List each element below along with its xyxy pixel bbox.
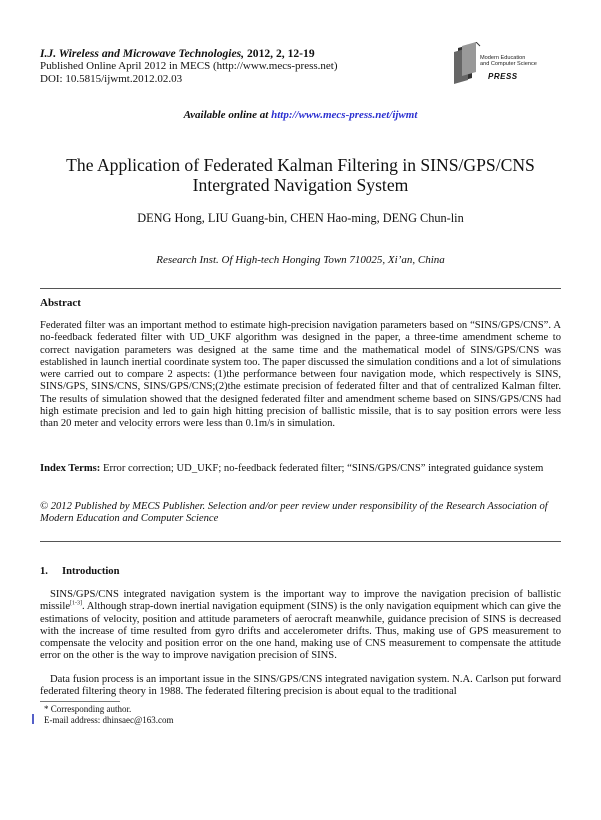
available-online xyxy=(0,109,601,121)
paper-title xyxy=(40,155,561,195)
section-heading-introduction xyxy=(40,566,120,577)
index-terms-label: Index Terms: xyxy=(40,463,101,474)
footnote-rule xyxy=(40,701,120,702)
logo-line2: and Computer Science xyxy=(480,61,537,67)
intro-paragraph-2: Data fusion process is an important issue in the SINS/GPS/CNS integrated navigation system. N.A. Carlson put forward federated filtering theory in 1988. The federated filtering precision is about equal to the traditional xyxy=(40,674,561,698)
journal-header xyxy=(40,47,338,86)
abstract-heading: Abstract xyxy=(40,297,81,309)
journal-name: I.J. Wireless and Microwave Technologies, xyxy=(40,47,245,60)
intro-p1-start: SINS/GPS/CNS integrated navigation system is the important way to improve the navigation precision of ballistic missile xyxy=(40,589,561,613)
index-terms-text: Error correction; UD_UKF; no-feedback federated filter; “SINS/GPS/CNS” integrated guidance system xyxy=(100,463,544,474)
section-number: 1. xyxy=(40,566,48,577)
footnote-corresponding: * Corresponding author. xyxy=(44,704,132,714)
authors: DENG Hong, LIU Guang-bin, CHEN Hao-ming, DENG Chun-lin xyxy=(137,211,464,225)
logo-press: PRESS xyxy=(488,72,518,81)
logo-text xyxy=(480,55,537,67)
abstract-text: Federated filter was an important method to estimate high-precision navigation parameters based on “SINS/GPS/CNS”. A no-feedback federated filter with UD_UKF algorithm was designed in the paper, a three-time amendment scheme to correct navigation parameters was designed at the same time and the mathematical model of SINS/GPS/CNS was established in launch inertial coordinate system too. The paper discussed the simulation conditions and a lot of simulations were carried out to compare 2 aspects: (1)the performance between four navigation mode, which respectively is SINS, SINS/GPS, SINS/CNS, SINS/GPS/CNS;(2)the estimate precision of federated filter and that of centralized Kalman filter. The results of simulation showed that the designed federated filter and amendment scheme based on SINS/GPS/CNS had high estimate precision and led to gain high hitting precision of ballistic missile, that is to say position errors were less than 20 meter and velocity errors were less than 0.1m/s in simulation. xyxy=(40,320,561,430)
journal-title xyxy=(40,47,338,60)
logo-line1: Modern Education xyxy=(480,55,526,61)
divider-bottom xyxy=(40,541,561,542)
footnote xyxy=(44,704,174,726)
section-title: Introduction xyxy=(62,566,120,577)
title-line2: Intergrated Navigation System xyxy=(192,175,409,195)
divider-top xyxy=(40,288,561,289)
journal-url-link[interactable]: http://www.mecs-press.net/ijwmt xyxy=(271,109,418,121)
doi-line: DOI: 10.5815/ijwmt.2012.02.03 xyxy=(40,73,183,85)
title-line1: The Application of Federated Kalman Filtering in SINS/GPS/CNS xyxy=(66,155,535,175)
affiliation: Research Inst. Of High-tech Honging Town 710025, Xi’an, China xyxy=(156,254,445,266)
intro-paragraph-1 xyxy=(40,589,561,663)
footnote-email: E-mail address: dhinsaec@163.com xyxy=(44,715,174,725)
copyright-notice: © 2012 Published by MECS Publisher. Selection and/or peer review under responsibility of the Research Association of Modern Education and Computer Science xyxy=(40,501,548,525)
margin-bar xyxy=(32,714,34,724)
journal-issue: 2012, 2, 12-19 xyxy=(244,47,315,60)
intro-p1-rest: . Although strap-down inertial navigation equipment (SINS) is the only navigation equipment which can give the estimations of velocity, position and attitude parameters of aerocraft meanwhile, guidance precision of SINS is decreased with the increase of time resulted from gyro drifts and accelerometer drifts. Thus, making use of GPS measurement to compensate the velocity and position error on the one hand, making use of CNS measurement to compensate the attitude error on the other is the way to improve navigation precision of SINS. xyxy=(40,601,562,662)
published-line: Published Online April 2012 in MECS (http://www.mecs-press.net) xyxy=(40,60,338,72)
citation-ref[interactable]: [1-3] xyxy=(70,600,83,607)
index-terms xyxy=(40,463,561,475)
available-prefix: Available online at xyxy=(183,109,272,121)
